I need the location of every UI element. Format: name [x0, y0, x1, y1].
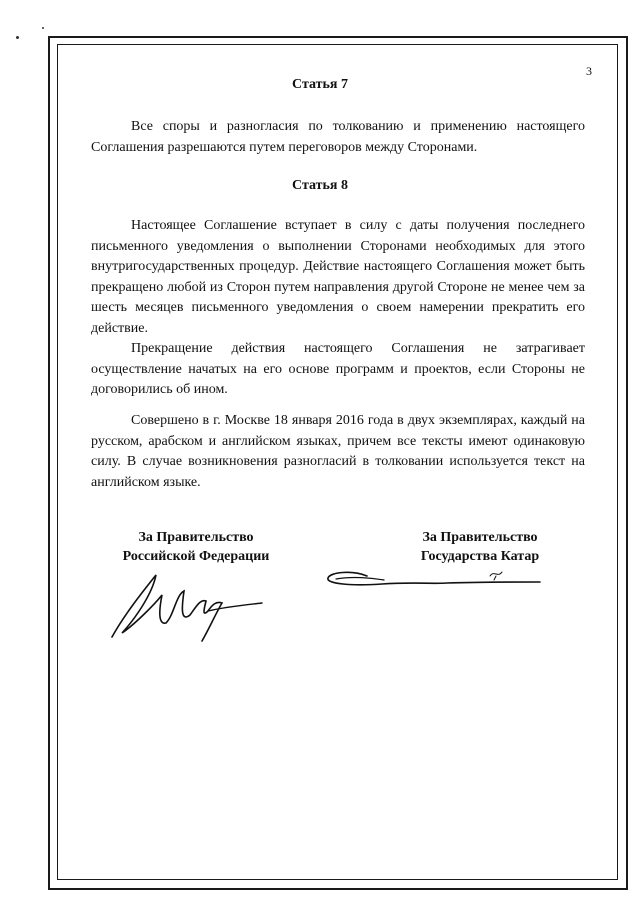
signature-qatar-line1: За Правительство [422, 530, 538, 545]
article-8-paragraph-2: Прекращение действия настоящего Соглашения не затрагивает осуществление начатых на его основе программ и проектов, если Стороны не договорились об ином. [91, 341, 585, 397]
article-8-paragraph-1: Настоящее Соглашение вступает в силу с даты получения последнего письменного уведомления о выполнении Сторонами необходимых для этого внутригосударственных процедур. Действие настоящего Соглашения может быть прекращено любой из Сторон путем направления другой Стороне не менее чем за шесть месяцев письменного уведомления о своем намерении прекратить его действие. [91, 218, 585, 336]
page-number: 3 [586, 64, 592, 78]
closing-paragraph: Совершено в г. Москве 18 января 2016 года в двух экземплярах, каждый на русском, арабском и английском языках, причем все тексты имеют одинаковую силу. В случае возникновения разногласий в толковании используется текст на английском языке. [91, 413, 585, 490]
signature-russia [104, 565, 264, 645]
scan-speck [42, 27, 44, 29]
scan-speck [16, 36, 19, 39]
signature-block-qatar [380, 528, 580, 566]
signature-block-russia [96, 528, 296, 566]
signature-russia-line2: Российской Федерации [122, 549, 270, 564]
signature-qatar-line2: Государства Катар [420, 549, 540, 564]
article-7-title: Статья 7 [292, 77, 348, 92]
article-8-title: Статья 8 [292, 178, 348, 193]
signature-russia-line1: За Правительство [138, 530, 254, 545]
article-7-paragraph: Все споры и разногласия по толкованию и применению настоящего Соглашения разрешаются путем переговоров между Сторонами. [91, 119, 585, 155]
signature-qatar [322, 562, 552, 602]
